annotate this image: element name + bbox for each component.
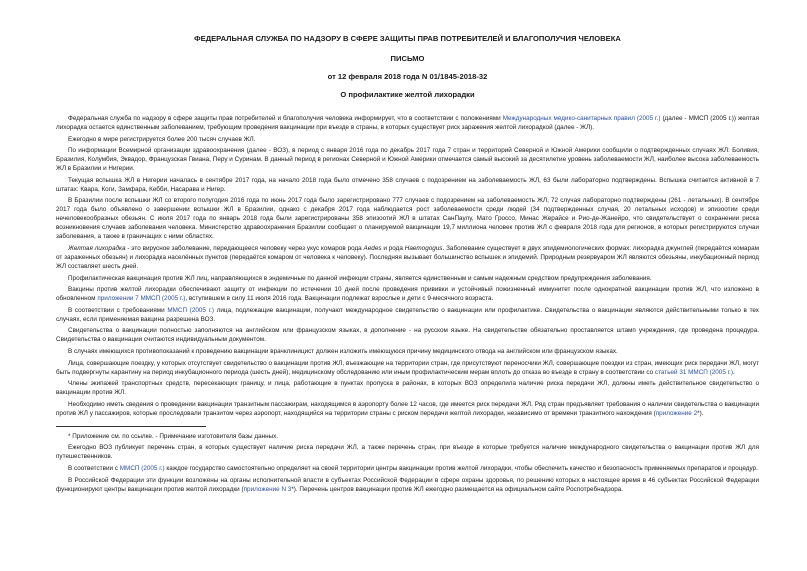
- paragraph: В соответствии с требованиями ММСП (2005 г.) лица, подлежащие вакцинации, получают международное свидетельство о вакцинации или профилактике. Свидетельства о вакцинации являются действительными только в тех случаях, если применяемая вакцина разрешена ВОЗ.: [56, 306, 759, 323]
- link-appendix-2[interactable]: приложение 2: [655, 409, 698, 417]
- paragraph: Ежегодно ВОЗ публикует перечень стран, в которых существует наличие риска передачи ЖЛ, а также перечень стран, при въезде в которые требуется наличие международного свидетельства о вакцинации против ЖЛ для путешественников.: [56, 444, 759, 461]
- paragraph: В соответствии с ММСП (2005 г.) каждое государство самостоятельно определяет на своей территории центры вакцинации против желтой лихорадки, чтобы обеспечить качество и безопасность применяемых препаратов и процедур.: [68, 464, 758, 472]
- paragraph: Желтая лихорадка - это вирусное заболевание, передающееся человеку через укус комаров рода Aedes и рода Haemogogus. Заболевание существует в двух эпидемиологических формах: лихорадка джунглей (передаётся комарам от зараженных обезьян) и лихорадка населённых пунктов (передаётся комаром от человека к человеку). Последняя вызывает большинство вспышек и эпидемий. Природным резервуаром ЖЛ являются обезьяны, инкубационный период ЖЛ составляет шесть дней.: [56, 244, 759, 270]
- link-article-31-ihr[interactable]: статьей 31 ММСП (2005 г.): [654, 368, 734, 376]
- footnote-divider: [56, 426, 206, 427]
- paragraph: В Российской Федерации эти функции возложены на органы исполнительной власти в субъектах Российской Федерации в сфере охраны здоровья, по решению которых в настоящее время в 46 субъектах Российской Федерации функционируют центры вакцинации против желтой лихорадки (приложение N 3*). Перечень центров вакцинации против ЖЛ ежегодно размещается на официальном сайте Роспотребнадзора.: [56, 476, 759, 493]
- link-ihr-2005[interactable]: ММСП (2005 г.): [119, 464, 165, 472]
- link-appendix-3[interactable]: приложение N 3: [243, 485, 292, 493]
- paragraph: Федеральная служба по надзору в сфере защиты прав потребителей и благополучия человека информирует, что в соответствии с положениями Международных медико-санитарных правил (2005 г.) (далее - ММСП (2005 г.)) желтая лихорадка остается единственным заболеванием, требующим проведения вакцинации при въезде в страны, в которых существует риск заражения желтой лихорадкой (далее - ЖЛ).: [56, 115, 760, 131]
- paragraph: Свидетельства о вакцинации полностью заполняются на английском или французском языках, в дополнение - на русском языке. На свидетельстве обязательно проставляется штамп учреждения, где проведена процедура. Свидетельства о вакцинации считаются индивидуальным документом.: [56, 327, 759, 344]
- link-ihr-2005[interactable]: Международных медико-санитарных правил (2005 г.): [502, 115, 661, 122]
- footnotes: [56, 432, 759, 494]
- paragraph: В случаях имеющихся противопоказаний к проведению вакцинации врачклиницист должен изложить имеющуюся причину медицинского отвода на английском или французском языках.: [68, 347, 618, 355]
- document-date-number: от 12 февраля 2018 года N 01/1845-2018-32: [327, 72, 488, 81]
- paragraph: Лица, совершающие поездку, у которых отсутствует свидетельство о вакцинации против ЖЛ, въезжающие на территории стран, где присутствуют переносчики ЖЛ, совершающие поездки из стран, имеющих риск передачи ЖЛ, могут быть подвергнуты карантину на период инкубационного периода (шесть дней), медицинскому обследованию или иным профилактическим мерам вплоть до отказа во въезде в страну в соответствии со статьей 31 ММСП (2005 г.).: [56, 359, 759, 376]
- paragraph: Необходимо иметь сведения о проведении вакцинации транзитным пассажирам, находящимся в аэропорту более 12 часов, где имеется риск передачи ЖЛ. Ряд стран предъявляет требования о наличии свидетельства о вакцинации против ЖЛ у пассажиров, которые проследовали транзитом через аэропорт, находящийся на территории страны с риском передачи желтой лихорадки, независимо от времени транзитного нахождения (приложение 2*).: [56, 400, 759, 417]
- paragraph: В Бразилии после вспышки ЖЛ со второго полугодия 2016 года по июнь 2017 года было зарегистрировано 777 случаев с подозрением на заболеваемость ЖЛ, 72 случая лабораторно подтверждены (261 - летальных). В сентябре 2017 года было объявлено о завершении вспышки ЖЛ в Бразилии, однако с декабря 2017 года наблюдается рост заболеваемости среди людей (34 подтвержденных случая, 20 летальных исходов) и эпизоотии среди нечеловекообразных обезьян. С июля 2017 года по январь 2018 года были зарегистрированы 358 эпизоотий ЖЛ в штатах СанПаулу, Мато Гроссо, Минас Жерайсе и Рио-де-Жанейро, что свидетельствует о сохранении риска возникновения случаев заболевания человека. Министерство здравоохранения Бразилии сообщает о планируемой вакцинации 19,7 миллиона человек против ЖЛ с февраля 2018 года для регионов, в которых регистрируются случаи заболевания, а также в граничащих с ними областях.: [56, 197, 759, 241]
- paragraph: Текущая вспышка ЖЛ в Нигерии началась в сентябре 2017 года, на начало 2018 года было отмечено 358 случаев с подозрением на заболеваемость ЖЛ, 63 были лабораторно подтверждены. Вспышка считается активной в 7 штатах: Квара, Коги, Замфара, Кебби, Насарава и Нигер.: [56, 176, 759, 193]
- document-body: [56, 114, 759, 418]
- paragraph: Вакцины против желтой лихорадки обеспечивают защиту от инфекции по истечении 10 дней после проведения прививки и устойчивый пожизненный иммунитет после однократной вакцинации против ЖЛ, что изложено в обновленном приложении 7 ММСП (2005 г.), вступившем в силу 11 июля 2016 года. Вакцинации подлежат взрослые и дети с 9-месячного возраста.: [56, 286, 759, 303]
- link-appendix-7-ihr[interactable]: приложении 7 ММСП (2005 г.): [97, 295, 186, 303]
- link-ihr-2005[interactable]: ММСП (2005 г.): [167, 306, 215, 314]
- document-subject: О профилактике желтой лихорадки: [340, 90, 475, 99]
- paragraph: Профилактическая вакцинация против ЖЛ лиц, направляющихся в эндемичные по данной инфекции страны, является единственным и самым надежным средством предупреждения заболевания.: [68, 274, 652, 282]
- paragraph: Ежегодно в мире регистрируется более 200 тысяч случаев ЖЛ.: [68, 135, 256, 143]
- paragraph: По информации Всемирной организации здравоохранения (далее - ВОЗ), в период с января 2016 года по декабрь 2017 года 7 стран и территорий Северной и Южной Америки сообщили о подтвержденных случаях ЖЛ: Боливия, Бразилия, Колумбия, Эквадор, Французская Гвиана, Перу и Суринам. В данный период в регионах Северной и Южной Америки отмечается самый высокий за десятилетие уровень заболеваемости ЖЛ, наиболее высока заболеваемость ЖЛ в Бразилии и Нигерии.: [56, 147, 759, 173]
- document-type: ПИСЬМО: [390, 54, 425, 63]
- paragraph: Члены экипажей транспортных средств, пересекающих границу, и лица, работающие в пунктах пропуска в районах, в которых ВОЗ определила наличие риска передачи ЖЛ, должны иметь действительное свидетельство о вакцинации против ЖЛ.: [56, 380, 759, 397]
- agency-name: ФЕДЕРАЛЬНАЯ СЛУЖБА ПО НАДЗОРУ В СФЕРЕ ЗАЩИТЫ ПРАВ ПОТРЕБИТЕЛЕЙ И БЛАГОПОЛУЧИЯ ЧЕЛОВЕКА: [194, 34, 621, 43]
- footnote: * Приложение см. по ссылке. - Примечание изготовителя базы данных.: [68, 432, 279, 440]
